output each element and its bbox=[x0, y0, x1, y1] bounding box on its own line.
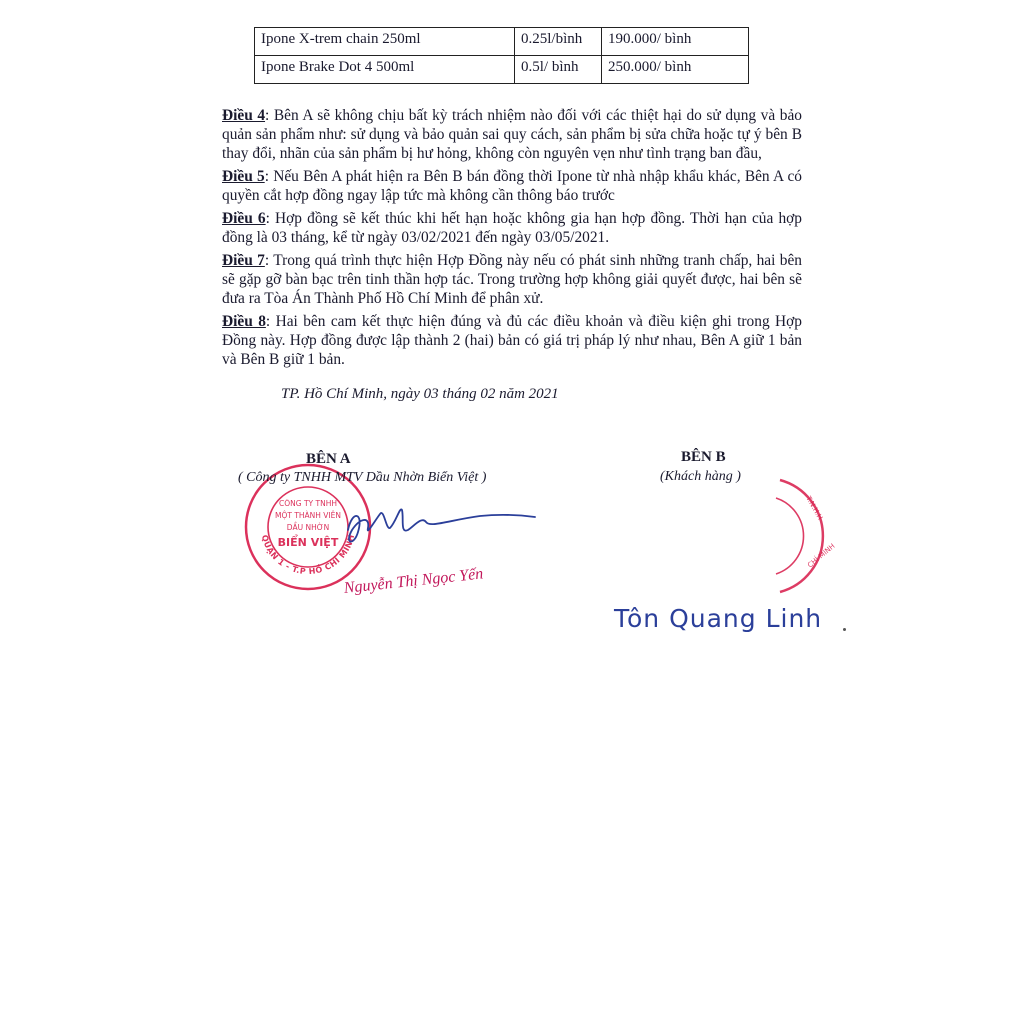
clause-8 bbox=[222, 312, 802, 369]
price-cell: 190.000/ bình bbox=[602, 28, 749, 56]
price-cell: 250.000/ bình bbox=[602, 56, 749, 84]
signature-a-icon bbox=[330, 500, 540, 550]
clause-text: : Trong quá trình thực hiện Hợp Đồng này nếu có phát sinh những tranh chấp, hai bên sẽ gặp gỡ bàn bạc trên tinh thần hợp tác. Trong trường hợp không giải quyết được, hai bên sẽ đưa ra Tòa Án Thành Phố Hồ Chí Minh để phân xử. bbox=[222, 252, 802, 307]
clause-7 bbox=[222, 251, 802, 308]
clause-text: : Nếu Bên A phát hiện ra Bên B bán đồng thời Ipone từ nhà nhập khẩu khác, Bên A có quyền cắt hợp đồng ngay lập tức mà không cần thông báo trước bbox=[222, 168, 802, 204]
party-b-title: BÊN B bbox=[681, 449, 726, 465]
clause-text: : Hợp đồng sẽ kết thúc khi hết hạn hoặc không gia hạn hợp đồng. Thời hạn của hợp đồng là 03 tháng, kể từ ngày 03/02/2021 đến ngày 03/05/2021. bbox=[222, 210, 802, 246]
stamp-ring-text: QUẬN 1 - T.P HỒ CHÍ MINH bbox=[259, 533, 357, 577]
price-table bbox=[254, 27, 749, 84]
svg-text:CHÍ MINH: CHÍ MINH bbox=[806, 542, 837, 570]
stamp-line: DẦU NHỜN bbox=[286, 523, 330, 532]
clause-label: Điều 7 bbox=[222, 252, 265, 269]
ink-dot bbox=[843, 628, 846, 631]
product-name-cell: Ipone Brake Dot 4 500ml bbox=[255, 56, 515, 84]
signer-b-name: Tôn Quang Linh bbox=[614, 604, 823, 633]
clause-label: Điều 4 bbox=[222, 107, 266, 124]
clause-text: : Bên A sẽ không chịu bất kỳ trách nhiệm nào đối với các thiệt hại do sử dụng và bảo quản sản phẩm như: sử dụng và bảo quản sai quy cách, sản phẩm bị sửa chữa hoặc tự ý bên B thay đổi, nhãn của sản phẩm bị hư hỏng, không còn nguyên vẹn như tình trạng ban đầu, bbox=[222, 107, 802, 162]
clause-6 bbox=[222, 209, 802, 247]
date-line: TP. Hồ Chí Minh, ngày 03 tháng 02 năm 2021 bbox=[281, 386, 559, 402]
clause-4 bbox=[222, 106, 802, 163]
table-row bbox=[255, 56, 749, 84]
table-row bbox=[255, 28, 749, 56]
stamp-line: MỘT THÀNH VIÊN bbox=[274, 511, 342, 520]
party-b-subtitle: (Khách hàng ) bbox=[660, 469, 741, 484]
svg-text:T.N.H.H: T.N.H.H bbox=[804, 495, 825, 522]
stamp-line: BIỂN VIỆT bbox=[277, 536, 339, 549]
contract-clauses bbox=[222, 106, 802, 373]
volume-cell: 0.25l/bình bbox=[515, 28, 602, 56]
clause-text: : Hai bên cam kết thực hiện đúng và đủ các điều khoản và điều kiện ghi trong Hợp Đồng này. Hợp đồng được lập thành 2 (hai) bản có giá trị pháp lý như nhau, Bên A giữ 1 bản và Bên B giữ 1 bản. bbox=[222, 313, 802, 368]
clause-5 bbox=[222, 167, 802, 205]
clause-label: Điều 6 bbox=[222, 210, 266, 227]
partial-stamp-icon bbox=[770, 476, 840, 596]
party-a-subtitle: ( Công ty TNHH MTV Dầu Nhờn Biển Việt ) bbox=[238, 470, 487, 485]
volume-cell: 0.5l/ bình bbox=[515, 56, 602, 84]
product-name-cell: Ipone X-trem chain 250ml bbox=[255, 28, 515, 56]
party-a-title: BÊN A bbox=[306, 451, 351, 467]
clause-label: Điều 5 bbox=[222, 168, 265, 185]
stamp-line: CÔNG TY TNHH bbox=[279, 499, 337, 508]
signer-a-name: Nguyễn Thị Ngọc Yến bbox=[343, 565, 485, 597]
clause-label: Điều 8 bbox=[222, 313, 266, 330]
